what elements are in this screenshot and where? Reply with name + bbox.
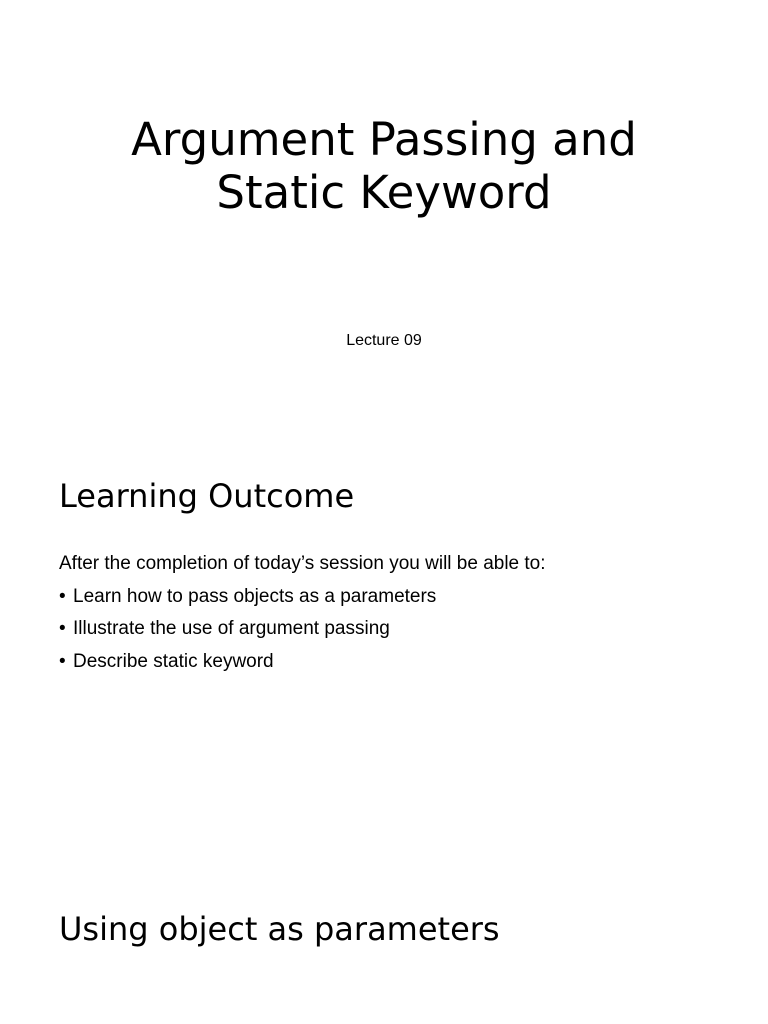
slide-subtitle: Lecture 09 bbox=[346, 332, 422, 349]
outcome-item-text: Learn how to pass objects as a parameters bbox=[73, 585, 437, 607]
outcome-item-text: Describe static keyword bbox=[73, 650, 274, 672]
bullet-icon: • bbox=[59, 618, 66, 639]
outcome-item bbox=[59, 581, 739, 614]
learning-outcome-body bbox=[59, 548, 739, 678]
outcome-item bbox=[59, 613, 739, 646]
bullet-icon: • bbox=[59, 585, 66, 607]
outcome-list bbox=[59, 581, 739, 679]
bullet-icon: • bbox=[59, 650, 66, 672]
learning-outcome-heading: Learning Outcome bbox=[59, 477, 355, 515]
slide-title-line-2: Static Keyword bbox=[216, 166, 552, 219]
slide-title-line-1: Argument Passing and bbox=[131, 113, 637, 166]
outcome-item-text: Illustrate the use of argument passing bbox=[73, 618, 390, 639]
outcome-item bbox=[59, 646, 739, 679]
object-parameters-heading: Using object as parameters bbox=[59, 910, 500, 948]
slide-title bbox=[0, 113, 768, 219]
outcome-intro: After the completion of today’s session you will be able to: bbox=[59, 553, 546, 574]
